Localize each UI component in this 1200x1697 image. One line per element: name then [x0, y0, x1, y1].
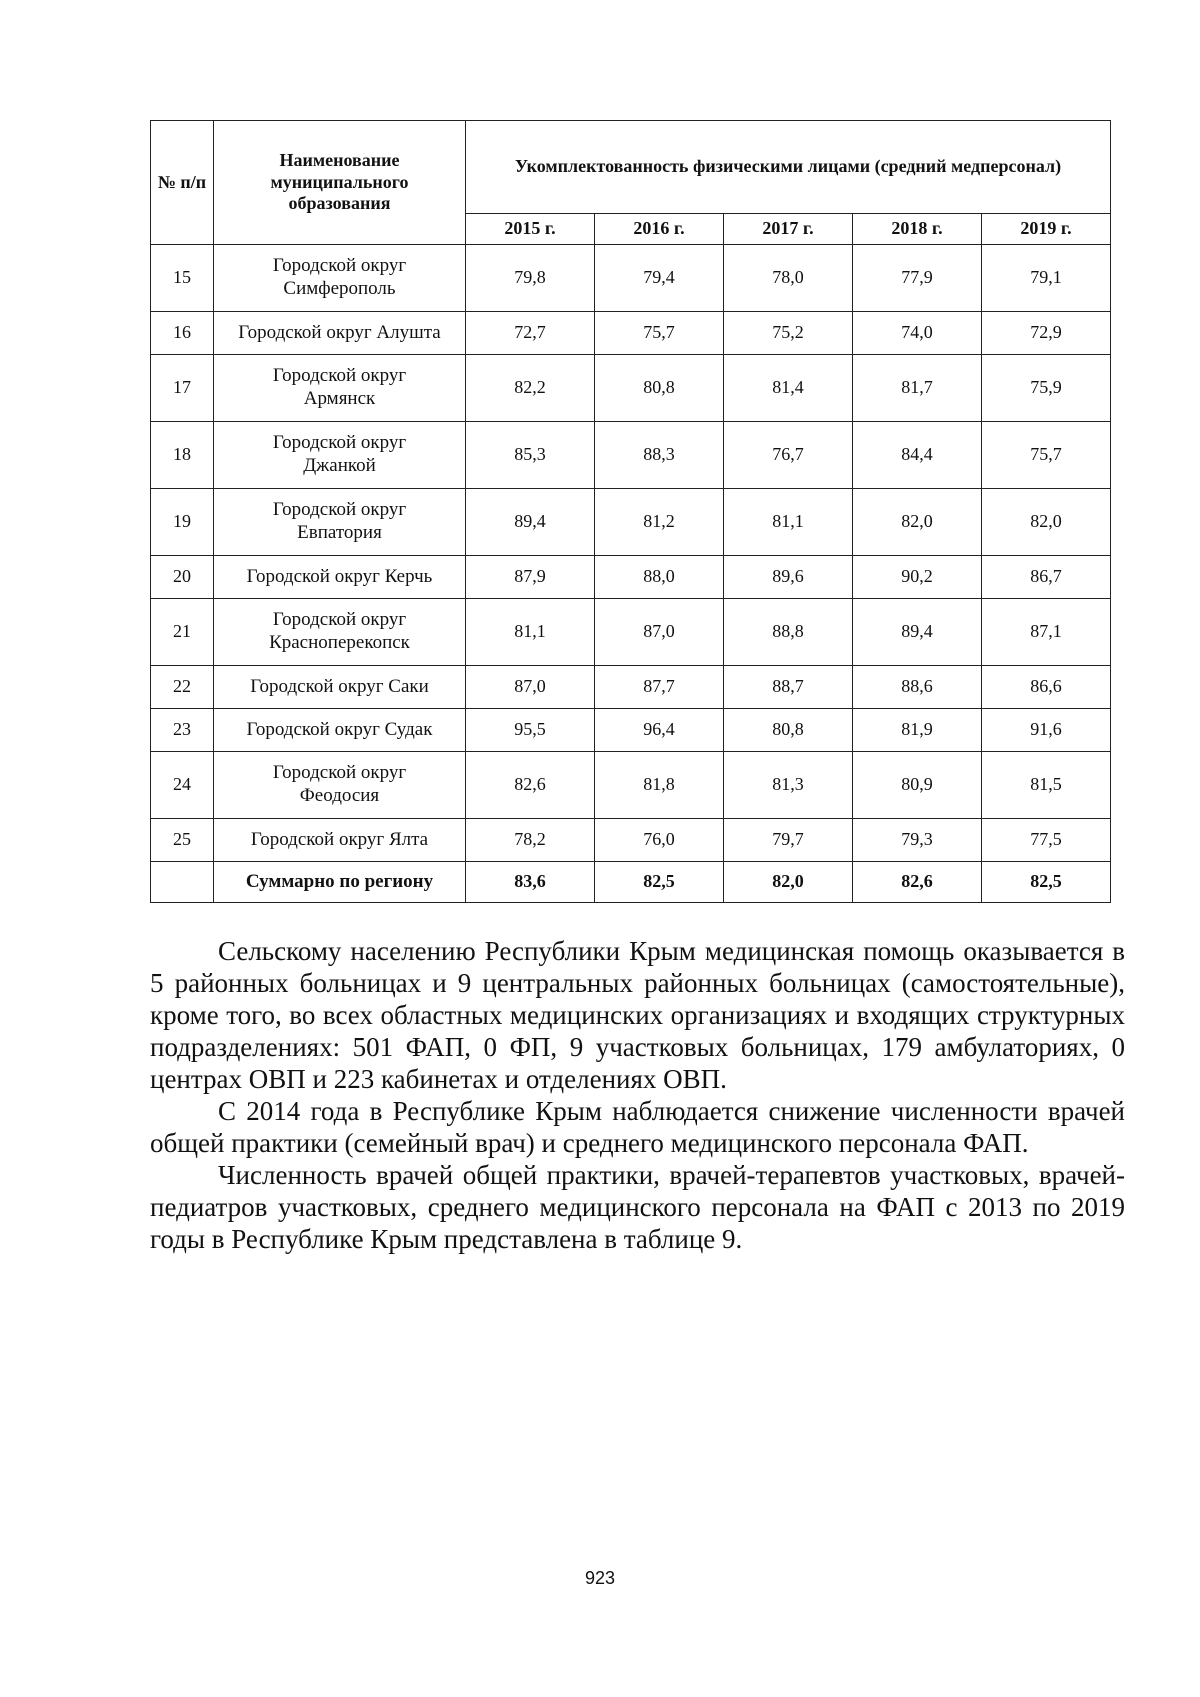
- municipality-name-line: Евпатория: [297, 522, 382, 543]
- row-number: 17: [151, 355, 214, 422]
- table-row: [151, 666, 1111, 709]
- row-number: 19: [151, 489, 214, 556]
- header-year: 2018 г.: [853, 214, 982, 245]
- staffing-value: 96,4: [595, 709, 724, 752]
- header-name: Наименование муниципального образования: [214, 121, 466, 245]
- staffing-value: 77,5: [982, 819, 1111, 862]
- row-number: 15: [151, 245, 214, 312]
- municipality-name: [214, 355, 466, 422]
- staffing-value: 81,1: [466, 599, 595, 666]
- municipality-name-line: Городской округ Саки: [250, 675, 429, 697]
- staffing-value: 80,9: [853, 752, 982, 819]
- municipality-name: [214, 422, 466, 489]
- staffing-value: 76,7: [724, 422, 853, 489]
- municipality-name: [214, 709, 466, 752]
- staffing-value: 75,9: [982, 355, 1111, 422]
- municipality-name: [214, 599, 466, 666]
- municipality-name: [214, 312, 466, 355]
- staffing-value: 76,0: [595, 819, 724, 862]
- row-number: 20: [151, 556, 214, 599]
- municipality-name-line: Симферополь: [283, 278, 396, 299]
- staffing-value: 78,2: [466, 819, 595, 862]
- staffing-value: 88,0: [595, 556, 724, 599]
- header-year: 2016 г.: [595, 214, 724, 245]
- staffing-value: 95,5: [466, 709, 595, 752]
- table-row: [151, 355, 1111, 422]
- row-number: 21: [151, 599, 214, 666]
- row-number: 22: [151, 666, 214, 709]
- staffing-value: 80,8: [724, 709, 853, 752]
- municipality-name: [214, 819, 466, 862]
- staffing-value: 72,7: [466, 312, 595, 355]
- paragraph: С 2014 года в Республике Крым наблюдается снижение численности врачей общей практики (семейный врач) и среднего медицинского персонала ФАП.: [150, 1096, 1125, 1158]
- staffing-value: 86,7: [982, 556, 1111, 599]
- total-num-empty: [151, 862, 214, 903]
- staffing-value: 89,4: [853, 599, 982, 666]
- staffing-value: 87,7: [595, 666, 724, 709]
- total-value: 82,5: [982, 862, 1111, 903]
- municipality-name-line: Городской округ: [272, 255, 407, 277]
- staffing-value: 81,2: [595, 489, 724, 556]
- paragraph: Численность врачей общей практики, врачей-терапевтов участковых, врачей-педиатров участковых, среднего медицинского персонала на ФАП с 2013 по 2019 годы в Республике Крым представлена в таблице 9.: [150, 1160, 1125, 1254]
- staffing-value: 82,6: [466, 752, 595, 819]
- staffing-value: 88,6: [853, 666, 982, 709]
- row-number: 18: [151, 422, 214, 489]
- municipality-name: [214, 666, 466, 709]
- municipality-name: [214, 245, 466, 312]
- staffing-value: 75,2: [724, 312, 853, 355]
- municipality-name-line: Городской округ: [272, 762, 407, 784]
- table-row: [151, 245, 1111, 312]
- staffing-value: 88,7: [724, 666, 853, 709]
- staffing-value: 90,2: [853, 556, 982, 599]
- municipality-name-line: Красноперекопск: [269, 632, 410, 653]
- staffing-value: 81,7: [853, 355, 982, 422]
- row-number: 16: [151, 312, 214, 355]
- total-label: Суммарно по региону: [214, 862, 466, 903]
- staffing-value: 89,6: [724, 556, 853, 599]
- staffing-value: 78,0: [724, 245, 853, 312]
- staffing-value: 81,9: [853, 709, 982, 752]
- total-value: 82,0: [724, 862, 853, 903]
- municipality-name-line: Городской округ Судак: [246, 718, 433, 740]
- staffing-value: 87,0: [466, 666, 595, 709]
- municipality-name-line: Армянск: [303, 388, 376, 409]
- staffing-value: 81,5: [982, 752, 1111, 819]
- municipality-name-line: Городской округ: [272, 609, 407, 631]
- table-row: [151, 819, 1111, 862]
- municipality-name-line: Городской округ Алушта: [238, 321, 441, 343]
- staffing-value: 75,7: [595, 312, 724, 355]
- staffing-value: 72,9: [982, 312, 1111, 355]
- staffing-table: [150, 120, 1111, 903]
- municipality-name-line: Городской округ Ялта: [250, 828, 429, 850]
- table-row: [151, 709, 1111, 752]
- staffing-value: 88,3: [595, 422, 724, 489]
- staffing-value: 81,1: [724, 489, 853, 556]
- total-row: [151, 862, 1111, 903]
- total-value: 82,6: [853, 862, 982, 903]
- staffing-value: 79,8: [466, 245, 595, 312]
- table-row: [151, 489, 1111, 556]
- staffing-value: 82,2: [466, 355, 595, 422]
- staffing-value: 82,0: [853, 489, 982, 556]
- table-row: [151, 422, 1111, 489]
- row-number: 25: [151, 819, 214, 862]
- total-value: 83,6: [466, 862, 595, 903]
- staffing-value: 75,7: [982, 422, 1111, 489]
- municipality-name: [214, 752, 466, 819]
- municipality-name-line: Городской округ: [272, 499, 407, 521]
- municipality-name-line: Городской округ: [272, 432, 407, 454]
- staffing-value: 80,8: [595, 355, 724, 422]
- municipality-name-line: Джанкой: [303, 455, 376, 476]
- municipality-name: [214, 489, 466, 556]
- staffing-value: 81,4: [724, 355, 853, 422]
- staffing-value: 89,4: [466, 489, 595, 556]
- table-body: [151, 245, 1111, 903]
- municipality-name-line: Городской округ: [272, 365, 407, 387]
- header-year: 2015 г.: [466, 214, 595, 245]
- body-text: [150, 935, 1125, 1255]
- staffing-value: 74,0: [853, 312, 982, 355]
- staffing-value: 88,8: [724, 599, 853, 666]
- page-number: 923: [584, 1568, 616, 1588]
- row-number: 24: [151, 752, 214, 819]
- header-group: Укомплектованность физическими лицами (средний медперсонал): [466, 121, 1111, 214]
- header-num: № п/п: [151, 121, 214, 245]
- municipality-name: [214, 556, 466, 599]
- staffing-value: 91,6: [982, 709, 1111, 752]
- staffing-value: 85,3: [466, 422, 595, 489]
- staffing-value: 87,1: [982, 599, 1111, 666]
- staffing-value: 86,6: [982, 666, 1111, 709]
- staffing-value: 81,3: [724, 752, 853, 819]
- table-row: [151, 752, 1111, 819]
- municipality-name-line: Городской округ Керчь: [246, 565, 433, 587]
- header-year: 2017 г.: [724, 214, 853, 245]
- staffing-value: 87,9: [466, 556, 595, 599]
- municipality-name-line: Феодосия: [299, 785, 380, 806]
- table-row: [151, 599, 1111, 666]
- staffing-value: 79,3: [853, 819, 982, 862]
- row-number: 23: [151, 709, 214, 752]
- staffing-value: 79,7: [724, 819, 853, 862]
- staffing-value: 79,1: [982, 245, 1111, 312]
- staffing-value: 84,4: [853, 422, 982, 489]
- staffing-value: 81,8: [595, 752, 724, 819]
- staffing-value: 79,4: [595, 245, 724, 312]
- total-value: 82,5: [595, 862, 724, 903]
- header-year: 2019 г.: [982, 214, 1111, 245]
- staffing-value: 87,0: [595, 599, 724, 666]
- staffing-value: 77,9: [853, 245, 982, 312]
- staffing-value: 82,0: [982, 489, 1111, 556]
- table-row: [151, 556, 1111, 599]
- paragraph: Сельскому населению Республики Крым медицинская помощь оказывается в 5 районных больницах и 9 центральных районных больницах (самостоятельные), кроме того, во всех областных медицинских организациях и входящих структурных подразделениях: 501 ФАП, 0 ФП, 9 участковых больницах, 179 амбулаториях, 0 центрах ОВП и 223 кабинетах и отделениях ОВП.: [150, 936, 1125, 1094]
- table-row: [151, 312, 1111, 355]
